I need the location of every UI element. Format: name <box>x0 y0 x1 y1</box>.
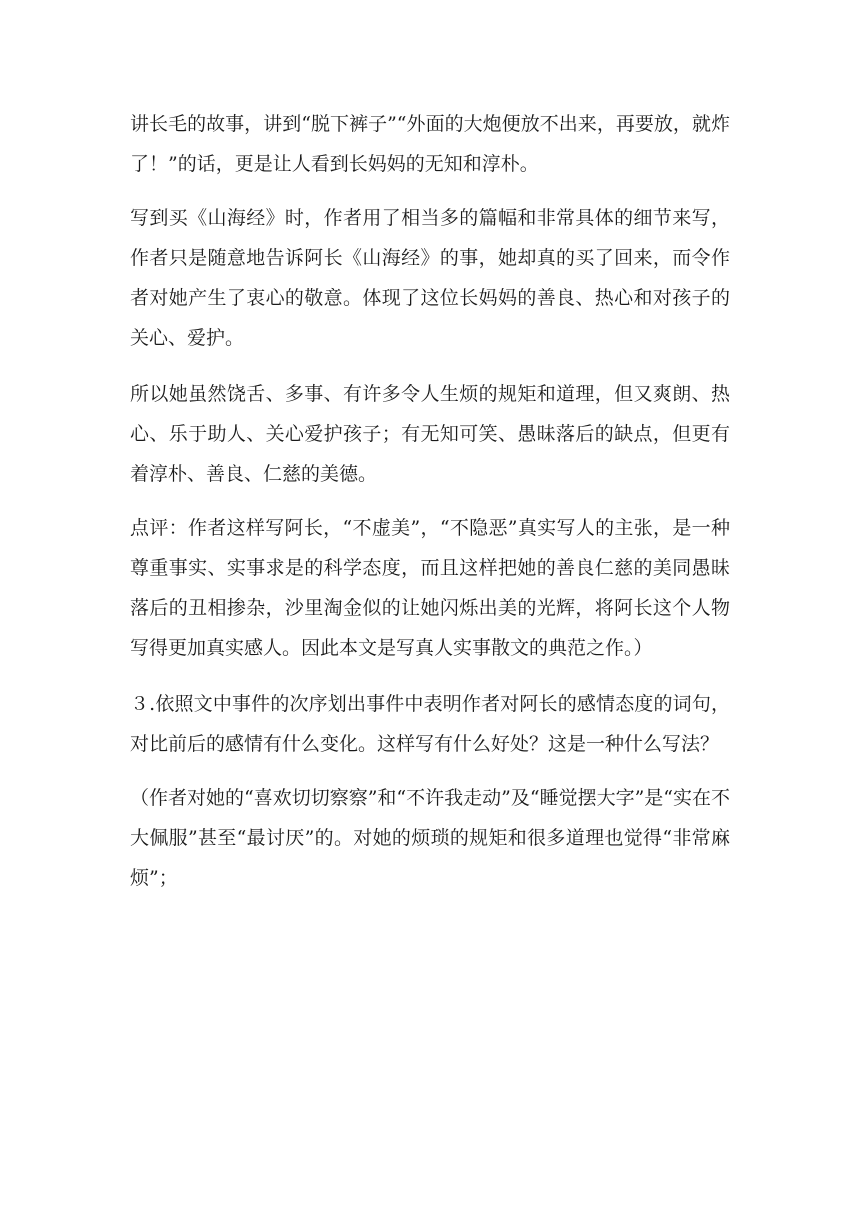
paragraph-shanhaijing: 写到买《山海经》时，作者用了相当多的篇幅和非常具体的细节来写，作者只是随意地告诉阿长《山海经》的事，她却真的买了回来，而令作者对她产生了衷心的敬意。体现了这位长妈妈的善良、热心和对孩子的关心、爱护。 <box>130 207 730 349</box>
paragraph-commentary: 点评：作者这样写阿长，“不虚美”，“不隐恶”真实写人的主张，是一种尊重事实、实事求是的科学态度，而且这样把她的善良仁慈的美同愚昧落后的丑相掺杂，沙里淘金似的让她闪烁出美的光辉，将阿长这个人物写得更加真实感人。因此本文是写真人实事散文的典范之作。） <box>130 517 730 659</box>
paragraph-long-hair-story: 讲长毛的故事，讲到“脱下裤子”“外面的大炮便放不出来，再要放，就炸了！”的话，更是让人看到长妈妈的无知和淳朴。 <box>130 113 730 175</box>
question-3: ３.依照文中事件的次序划出事件中表明作者对阿长的感情态度的词句，对比前后的感情有什么变化。这样写有什么好处？这是一种什么写法？ <box>130 693 730 755</box>
answer-3-paragraph: （作者对她的“喜欢切切察察”和“不许我走动”及“睡觉摆大字”是“实在不大佩服”甚至“最讨厌”的。对她的烦琐的规矩和很多道理也觉得“非常麻烦”； <box>130 787 730 889</box>
paragraph-character-summary: 所以她虽然饶舌、多事、有许多令人生烦的规矩和道理，但又爽朗、热心、乐于助人、关心爱护孩子；有无知可笑、愚昧落后的缺点，但更有着淳朴、善良、仁慈的美德。 <box>130 383 730 485</box>
document-body <box>130 104 730 912</box>
